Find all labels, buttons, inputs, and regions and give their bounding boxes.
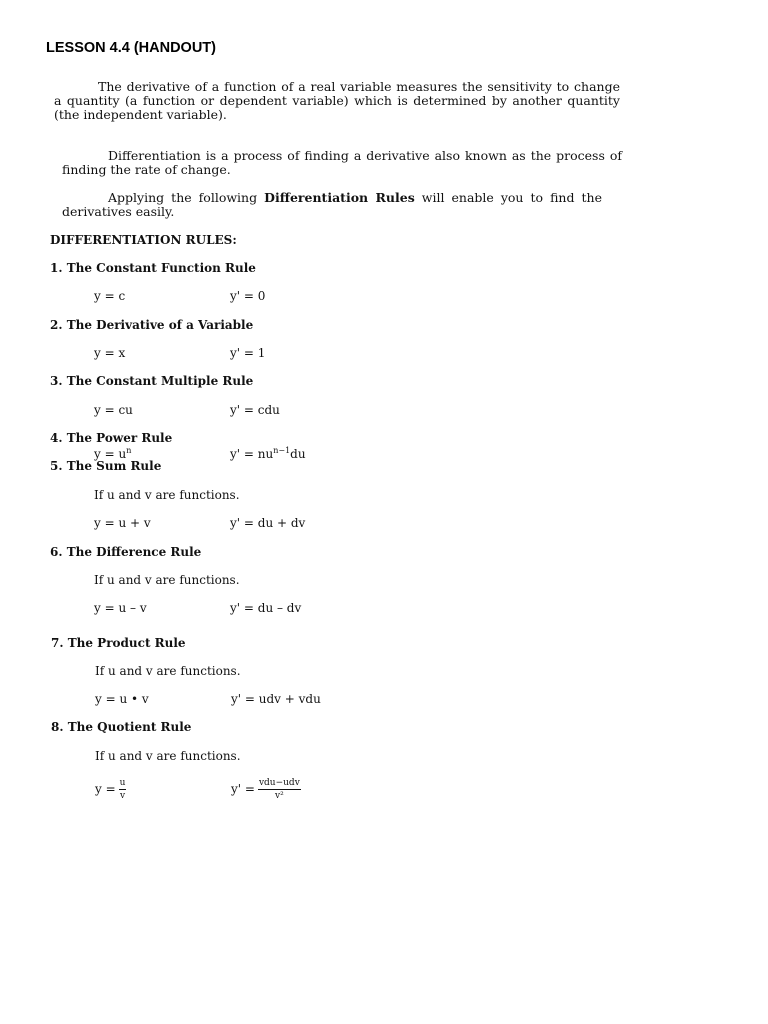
- rule-2-title: 2. The Derivative of a Variable: [50, 318, 254, 332]
- intro-paragraph-derivative: The derivative of a function of a real variable measures the sensitivity to change a quantity (a function or dependent variable) which is determined by another quantity (the independent variable).: [54, 79, 620, 122]
- rule-8-function-denominator: v: [120, 791, 126, 801]
- rule-3-function: y = cu: [94, 403, 133, 417]
- rule-3-title: 3. The Constant Multiple Rule: [50, 374, 254, 388]
- rule-8-function-prefix: y =: [95, 782, 116, 796]
- rule-5-derivative: y' = du + dv: [230, 516, 306, 530]
- rule-1-title: 1. The Constant Function Rule: [50, 261, 256, 275]
- rule-6-function: y = u – v: [94, 601, 147, 615]
- rule-1-function: y = c: [94, 289, 126, 303]
- rule-7-function: y = u • v: [95, 692, 149, 706]
- rule-2-derivative: y' = 1: [230, 346, 266, 360]
- rule-8-function-fraction: [119, 778, 127, 801]
- rule-7-condition: If u and v are functions.: [95, 664, 241, 678]
- rule-5-condition: If u and v are functions.: [94, 488, 240, 502]
- rule-8-derivative: [231, 778, 301, 801]
- rule-4-function-base: y = u: [94, 447, 127, 461]
- rule-4-derivative-tail: du: [290, 447, 306, 461]
- rule-4-derivative-exponent: n−1: [273, 446, 291, 455]
- rule-8-derivative-prefix: y' =: [231, 782, 255, 796]
- rule-7-derivative: y' = udv + vdu: [231, 692, 321, 706]
- rule-8-derivative-fraction: [258, 778, 301, 801]
- rule-8-function-numerator: u: [119, 778, 126, 788]
- rule-4-derivative-base: y' = nu: [230, 447, 274, 461]
- rule-2-function: y = x: [94, 346, 126, 360]
- intro-text-after: will enable you to find the derivatives easily.: [62, 190, 602, 219]
- intro-paragraph-applying: [62, 191, 602, 219]
- rule-6-title: 6. The Difference Rule: [50, 545, 202, 559]
- rule-8-function: [95, 778, 126, 801]
- rule-4-derivative: [230, 446, 306, 461]
- rule-6-condition: If u and v are functions.: [94, 573, 240, 587]
- intro-text-before: Applying the following: [108, 190, 265, 205]
- intro-bold-term: Differentiation Rules: [264, 190, 415, 205]
- rule-8-derivative-denominator: v²: [275, 791, 284, 801]
- rule-5-title: 5. The Sum Rule: [50, 459, 162, 473]
- page-title: LESSON 4.4 (HANDOUT): [46, 40, 216, 56]
- rule-3-derivative: y' = cdu: [230, 403, 280, 417]
- rule-5-function: y = u + v: [94, 516, 151, 530]
- rule-4-function-exponent: n: [126, 446, 132, 455]
- intro-paragraph-differentiation: Differentiation is a process of finding a derivative also known as the process of finding the rate of change.: [62, 148, 622, 177]
- rule-8-condition: If u and v are functions.: [95, 749, 241, 763]
- rule-1-derivative: y' = 0: [230, 289, 266, 303]
- rule-6-derivative: y' = du – dv: [230, 601, 302, 615]
- rule-8-derivative-numerator: vdu−udv: [258, 778, 300, 788]
- rules-heading: DIFFERENTIATION RULES:: [50, 233, 237, 247]
- rule-8-title: 8. The Quotient Rule: [51, 720, 192, 734]
- rule-4-title: 4. The Power Rule: [50, 431, 173, 445]
- rule-7-title: 7. The Product Rule: [51, 636, 186, 650]
